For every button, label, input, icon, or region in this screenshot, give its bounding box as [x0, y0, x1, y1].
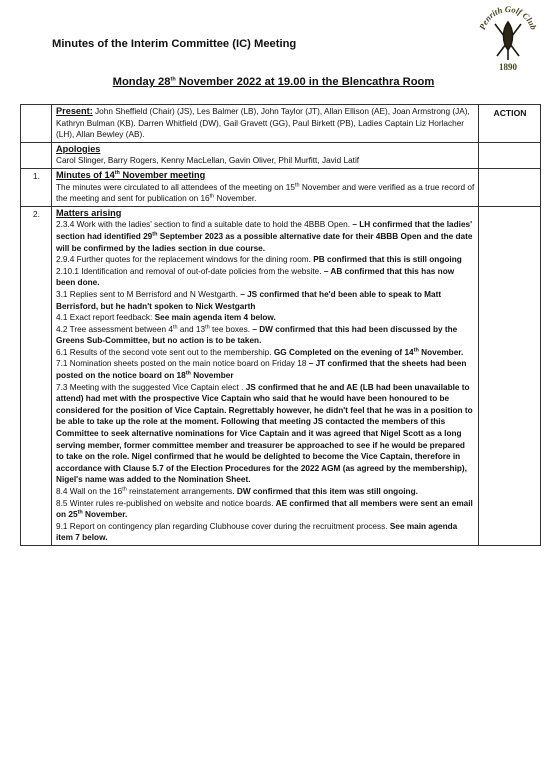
club-logo	[478, 2, 538, 76]
matter-entry: 4.1 Exact report feedback: See main agenda item 4 below.	[56, 313, 276, 323]
logo-year: 1890	[499, 62, 517, 72]
action-header: ACTION	[479, 105, 541, 143]
apologies-text: Carol Slinger, Barry Rogers, Kenny MacLellan, Gavin Oliver, Phil Murfitt, Javid Latif	[56, 156, 360, 166]
item-1-row	[21, 168, 541, 206]
item-heading: Matters arising	[56, 207, 122, 218]
matter-entry: 2.10.1 Identification and removal of out-of-date policies from the website. – AB confirmed that this has now been done.	[56, 266, 455, 288]
matter-entry: 8.4 Wall on the 16th reinstatement arrangements. DW confirmed that this item was still ongoing.	[56, 486, 418, 496]
item-2-row	[21, 206, 541, 545]
minutes-table	[20, 104, 541, 546]
matter-entry: 2.9.4 Further quotes for the replacement windows for the dining room. PB confirmed that this is still ongoing	[56, 255, 462, 265]
matter-entry: 7.3 Meeting with the suggested Vice Captain elect . JS confirmed that he and AE (LB had been unavailable to attend) had met with the prospective Vice Captain who said that he would have been honoured to be considered for the position of Vice Captain. Regrettably however, he didn't feel that he was in a position to be able to take up the role at the moment. Following that meeting JS contacted the members of this Committee to seek alternative nominations for Vice Captain and it was agreed that Nigel Scott as a long serving member, former committee member and treasurer be approached to see if he would be prepared to take on the role. Nigel confirmed that he would be delighted to become the Vice Captain, therefore in accordance with Clause 5.7 of the Election Procedures for the 2022 AGM (as agreed by the membership), Nigel's name was added to the Nomination Sheet.	[56, 382, 473, 485]
matter-entry: 4.2 Tree assessment between 4th and 13th tee boxes. – DW confirmed that this had been discussed by the Greens Sub-Committee, but no action is to be taken.	[56, 323, 458, 346]
matter-entry: 3.1 Replies sent to M Berrisford and N Westgarth. – JS confirmed that he'd been able to speak to Matt Berrisford, but he hadn't spoken to Nick Westgarth	[56, 289, 442, 311]
logo-text: Penrith Golf Club	[478, 3, 538, 31]
matter-entry: 7.1 Nomination sheets posted on the main notice board on Friday 18 – JT confirmed that the sheets had been posted on the notice board on 18th November	[56, 359, 467, 381]
apologies-label: Apologies	[56, 143, 101, 154]
document-title: Minutes of the Interim Committee (IC) Meeting	[52, 38, 297, 50]
matter-entry: 6.1 Results of the second vote sent out to the membership. GG Completed on the evening of 14th November.	[56, 347, 464, 357]
matter-entry: 8.5 Winter rules re-published on website and notice boards. AE confirmed that all members were sent an email on 25th November.	[56, 498, 473, 520]
present-row	[21, 105, 541, 143]
present-text: John Sheffield (Chair) (JS), Les Balmer (LB), John Taylor (JT), Allan Ellison (AE), Joan Armstrong (JA), Kathryn Bulman (KB). Darren Whitfield (DW), Gail Gravett (GG), Paul Birkett (PB), Ladies Captain Liz Horlacher (LH), Allan Bewley (AB).	[56, 107, 470, 140]
matter-entry: 9.1 Report on contingency plan regarding Clubhouse cover during the recruitment process. See main agenda item 7 below.	[56, 521, 458, 543]
apologies-row	[21, 142, 541, 168]
meeting-date: Monday 28th November 2022 at 19.00 in the Blencathra Room	[112, 76, 435, 88]
matter-entry: 2.3.4 Work with the ladies' section to find a suitable date to hold the 4BBB Open. – LH confirmed that the ladies' section had identified 29th September 2023 as a possible alternative date for their 4BBB Open and the date will be confirmed by the ladies section in due course.	[56, 220, 473, 253]
item-number: 1.	[21, 168, 52, 206]
item-text: The minutes were circulated to all attendees of the meeting on 15th November and were verified as a true record of the meeting and sent for publication on 16th November.	[56, 181, 475, 204]
item-number: 2.	[21, 206, 52, 545]
item-heading: Minutes of 14th November meeting	[56, 169, 206, 180]
present-label: Present:	[56, 106, 93, 116]
